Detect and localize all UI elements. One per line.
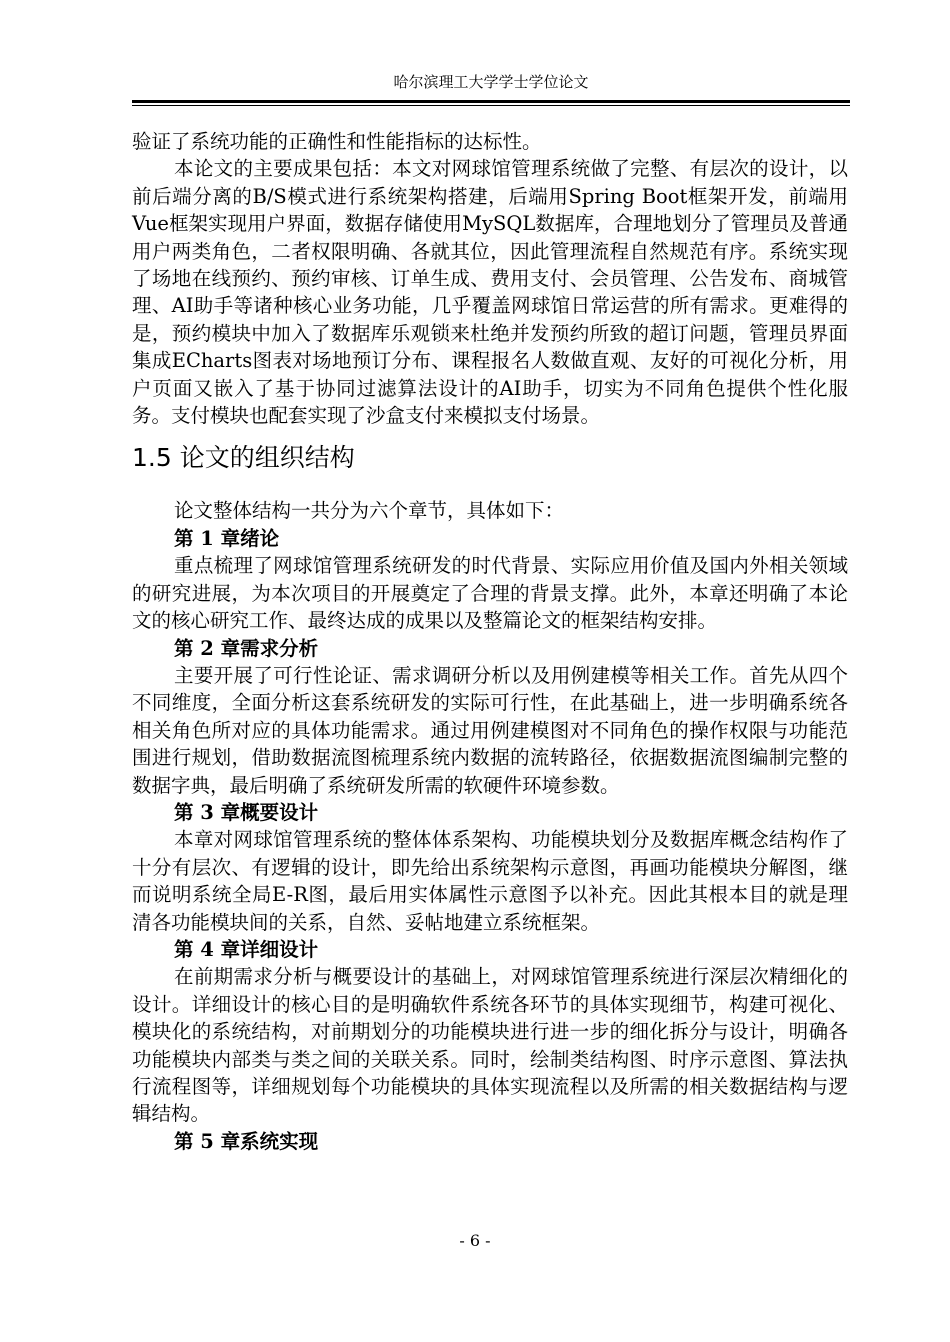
chapter-3-heading: 第 3 章概要设计 — [174, 800, 319, 824]
achievements-paragraph: 本论文的主要成果包括：本文对网球馆管理系统做了完整、有层次的设计，以前后端分离的B/S模式进行系统架构搭建，后端用Spring Boot框架开发，前端用Vue框架实现用户界面，数据存储使用MySQL数据库，合理地划分了管理员及普通用户两类角色，二者权限明确、各就其位，因此管理流程自然规范有序。系统实现了场地在线预约、预约审核、订单生成、费用支付、会员管理、公告发布、商城管理、AI助手等诸种核心业务功能，几乎覆盖网球馆日常运营的所有需求。更难得的是，预约模块中加入了数据库乐观锁来杜绝并发预约所致的超订问题，管理员界面集成ECharts图表对场地预订分布、课程报名人数做直观、友好的可视化分析，用户页面又嵌入了基于协同过滤算法设计的AI助手，切实为不同角色提供个性化服务。支付模块也配套实现了沙盒支付来模拟支付场景。 — [132, 157, 848, 428]
page-number: - 6 - — [459, 1231, 491, 1250]
page-header — [132, 72, 850, 108]
chapter-4-heading: 第 4 章详细设计 — [174, 937, 319, 961]
chapter-1-paragraph: 重点梳理了网球馆管理系统研发的时代背景、实际应用价值及国内外相关领域的研究进展，为本次项目的开展奠定了合理的背景支撑。此外，本章还明确了本论文的核心研究工作、最终达成的成果以及整篇论文的框架结构安排。 — [132, 554, 848, 633]
chapter-1-heading: 第 1 章绪论 — [174, 526, 280, 550]
chapter-2-heading: 第 2 章需求分析 — [174, 636, 319, 660]
running-header-title: 哈尔滨理工大学学士学位论文 — [393, 73, 589, 91]
header-rule-thick — [132, 100, 850, 103]
page-body — [132, 128, 848, 1155]
chapter-5-heading: 第 5 章系统实现 — [174, 1129, 319, 1153]
chapter-4-paragraph: 在前期需求分析与概要设计的基础上，对网球馆管理系统进行深层次精细化的设计。详细设计的核心目的是明确软件系统各环节的具体实现细节，构建可视化、模块化的系统结构，对前期划分的功能模块进行进一步的细化拆分与设计，明确各功能模块内部类与类之间的关联关系。同时，绘制类结构图、时序示意图、算法执行流程图等，详细规划每个功能模块的具体实现流程以及所需的相关数据结构与逻辑结构。 — [132, 965, 848, 1126]
chapter-3-paragraph: 本章对网球馆管理系统的整体体系架构、功能模块划分及数据库概念结构作了十分有层次、有逻辑的设计，即先给出系统架构示意图，再画功能模块分解图，继而说明系统全局E-R图，最后用实体属性示意图予以补充。因此其根本目的就是理清各功能模块间的关系，自然、妥帖地建立系统框架。 — [132, 828, 848, 934]
chapter-2-paragraph: 主要开展了可行性论证、需求调研分析以及用例建模等相关工作。首先从四个不同维度，全面分析这套系统研发的实际可行性，在此基础上，进一步明确系统各相关角色所对应的具体功能需求。通过用例建模图对不同角色的操作权限与功能范围进行规划，借助数据流图梳理系统内数据的流转路径，依据数据流图编制完整的数据字典，最后明确了系统研发所需的软硬件环境参数。 — [132, 663, 848, 797]
section-heading: 1.5 论文的组织结构 — [132, 443, 355, 473]
structure-intro-paragraph: 论文整体结构一共分为六个章节，具体如下： — [174, 499, 565, 523]
header-rule-thin — [132, 105, 850, 106]
continuation-paragraph: 验证了系统功能的正确性和性能指标的达标性。 — [132, 130, 542, 153]
